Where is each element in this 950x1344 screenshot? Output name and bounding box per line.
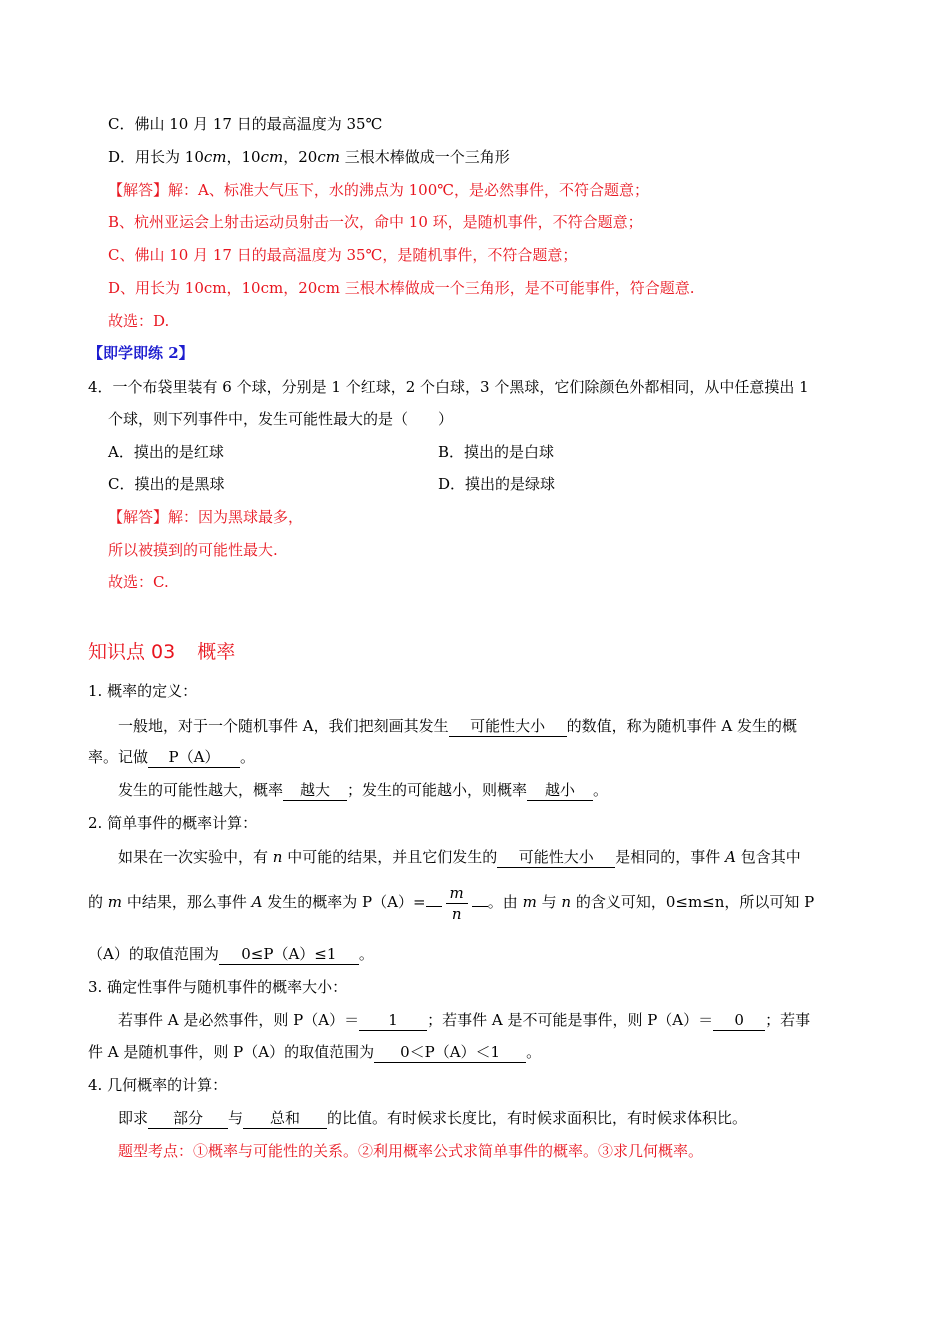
section-title: 概率 xyxy=(197,641,236,663)
blank-smaller: 越小 xyxy=(527,781,593,801)
p4-note: 题型考点：①概率与可能性的关系。②利用概率公式求简单事件的概率。③求几何概率。 xyxy=(118,1142,704,1160)
p2-line-3: （A）的取值范围为 0≤P（A）≤1 。 xyxy=(88,945,374,963)
blank-possibility-size: 可能性大小 xyxy=(449,717,567,737)
p1-line-3: 发生的可能性越大，概率 越大 ；发生的可能越小，则概率 越小 。 xyxy=(118,781,609,799)
p4-title: 4. 几何概率的计算： xyxy=(88,1076,228,1094)
section-heading xyxy=(88,637,257,664)
q3-option-d: D．用长为 10cm，10cm，20cm 三根木棒做成一个三角形 xyxy=(108,148,510,166)
blank-possibility-size-2: 可能性大小 xyxy=(497,848,615,868)
q3-answer-line-3: C、佛山 10 月 17 日的最高温度为 35℃，是随机事件，不符合题意； xyxy=(108,246,578,264)
answer-label: 【解答】 xyxy=(108,181,169,199)
blank-notation: P（A） xyxy=(148,748,240,768)
p2-line-1: 如果在一次实验中，有 n 中可能的结果，并且它们发生的 可能性大小 是相同的，事件 A 包含其中 xyxy=(118,848,801,866)
q4-answer-conclusion: 故选：C. xyxy=(108,573,169,591)
p1-line-2: 率。记做 P（A） 。 xyxy=(88,748,256,766)
blank-larger: 越大 xyxy=(283,781,347,801)
blank-range: 0≤P（A）≤1 xyxy=(219,945,359,965)
blank-random-range: 0＜P（A）＜1 xyxy=(374,1043,526,1063)
p2-title: 2. 简单事件的概率计算： xyxy=(88,814,258,832)
practice-heading: 【即学即练 2】 xyxy=(88,344,194,362)
q4-stem-line-2: 个球，则下列事件中，发生可能性最大的是（ ） xyxy=(108,410,454,428)
q3-answer-line-1: 【解答】解：A、标准大气压下，水的沸点为 100℃，是必然事件，不符合题意； xyxy=(108,181,650,199)
q4-option-c: C．摸出的是黑球 xyxy=(108,475,225,493)
p4-line-1: 即求 部分 与 总和 的比值。有时候求长度比，有时候求面积比，有时候求体积比。 xyxy=(118,1109,748,1127)
blank-total: 总和 xyxy=(243,1109,327,1129)
answer-label: 【解答】 xyxy=(108,508,169,526)
p2-line-2: 的 m 中结果，那么事件 A 发生的概率为 P（A）= $\frac{m}{n}$ 。由 m 与 n 的含义可知，0≤m≤n，所以可知 P xyxy=(88,883,815,923)
q4-option-b: B．摸出的是白球 xyxy=(438,443,555,461)
blank-part: 部分 xyxy=(148,1109,228,1129)
p1-line-1: 一般地，对于一个随机事件 A，我们把刻画其发生 可能性大小 的数值，称为随机事件 A 发生的概 xyxy=(118,717,797,735)
q4-option-d: D．摸出的是绿球 xyxy=(438,475,556,493)
q3-answer-line-2: B、杭州亚运会上射击运动员射击一次，命中 10 环，是随机事件，不符合题意； xyxy=(108,213,643,231)
q4-stem-line-1: 4．一个布袋里装有 6 个球，分别是 1 个红球，2 个白球，3 个黑球，它们除颜色外都相同，从中任意摸出 1 xyxy=(88,378,809,396)
q3-option-c: C．佛山 10 月 17 日的最高温度为 35℃ xyxy=(108,115,383,133)
p3-line-2: 件 A 是随机事件，则 P（A）的取值范围为 0＜P（A）＜1 。 xyxy=(88,1043,542,1061)
section-number: 知识点 03 xyxy=(88,641,176,663)
p3-title: 3. 确定性事件与随机事件的概率大小： xyxy=(88,978,348,996)
p3-line-1: 若事件 A 是必然事件，则 P（A）＝ 1 ；若事件 A 是不可能是事件，则 P（A）＝ 0 ；若事 xyxy=(118,1011,811,1029)
q4-answer-line-1: 【解答】解：因为黑球最多， xyxy=(108,508,304,526)
blank-certain: 1 xyxy=(359,1011,427,1031)
p1-title: 1. 概率的定义： xyxy=(88,682,198,700)
q3-answer-line-4: D、用长为 10cm，10cm，20cm 三根木棒做成一个三角形，是不可能事件，符合题意. xyxy=(108,279,695,297)
q4-option-a: A．摸出的是红球 xyxy=(108,443,224,461)
blank-impossible: 0 xyxy=(713,1011,765,1031)
q3-answer-conclusion: 故选：D. xyxy=(108,312,170,330)
q4-answer-line-2: 所以被摸到的可能性最大. xyxy=(108,541,278,559)
fraction-m-over-n: $\frac{m}{n}$ xyxy=(446,883,468,924)
